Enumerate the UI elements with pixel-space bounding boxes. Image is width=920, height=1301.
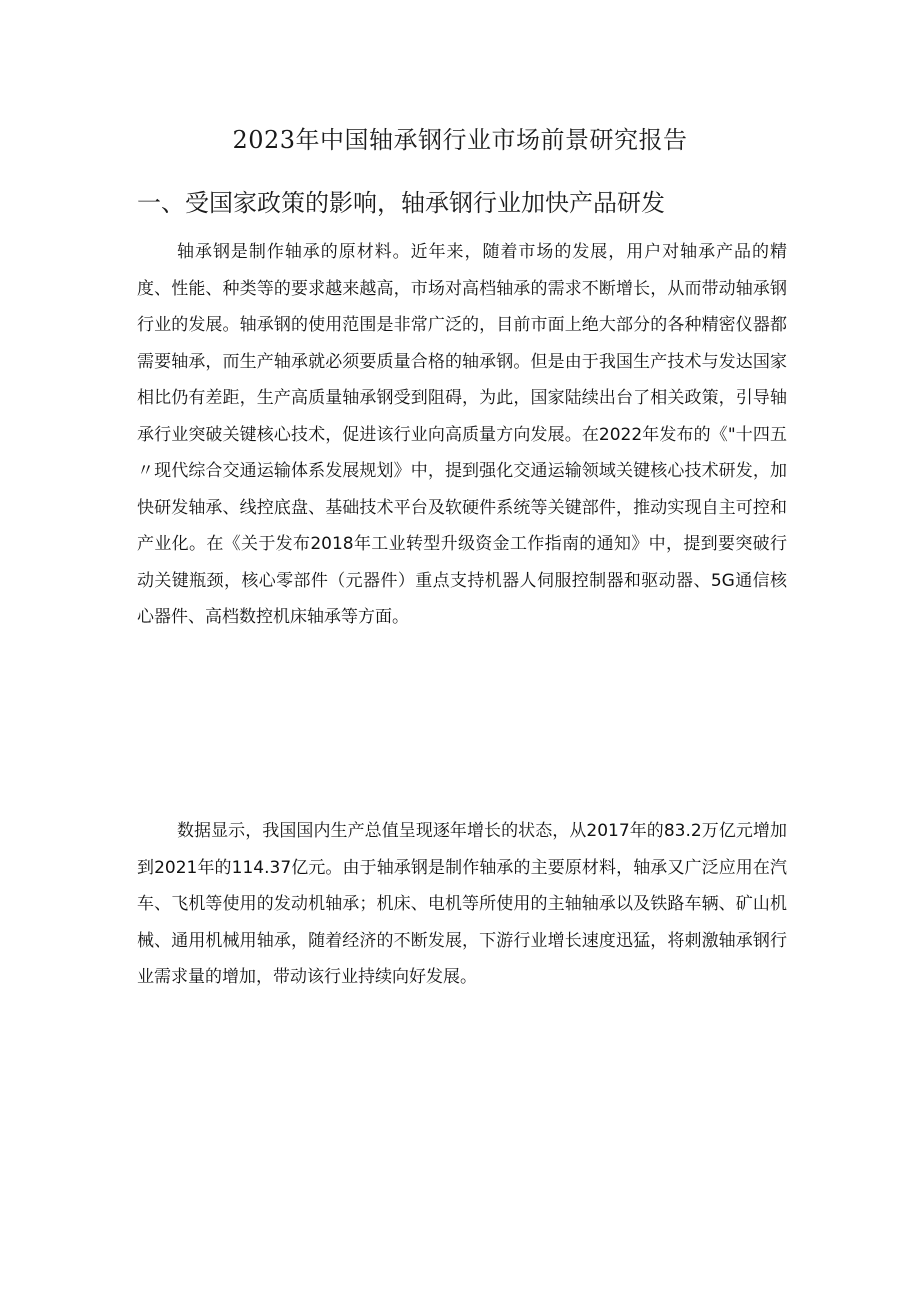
body-paragraph-2: 数据显示，我国国内生产总值呈现逐年增长的状态，从2017年的83.2万亿元增加到2021年的114.37亿元。由于轴承钢是制作轴承的主要原材料，轴承又广泛应用在汽车、飞机等使用的发动机轴承；机床、电机等所使用的主轴轴承以及铁路车辆、矿山机械、通用机械用轴承，随着经济的不断发展，下游行业增长速度迅猛，将刺激轴承钢行业需求量的增加，带动该行业持续向好发展。 bbox=[137, 821, 787, 987]
body-paragraph-1: 轴承钢是制作轴承的原材料。近年来，随着市场的发展，用户对轴承产品的精度、性能、种类等的要求越来越高，市场对高档轴承的需求不断增长，从而带动轴承钢行业的发展。轴承钢的使用范围是非常广泛的，目前市面上绝大部分的各种精密仪器都需要轴承，而生产轴承就必须要质量合格的轴承钢。但是由于我国生产技术与发达国家相比仍有差距，生产高质量轴承钢受到阻碍，为此，国家陆续出台了相关政策，引导轴承行业突破关键核心技术，促进该行业向高质量方向发展。在2022年发布的《"十四五〃现代综合交通运输体系发展规划》中，提到强化交通运输领域关键核心技术研发，加快研发轴承、线控底盘、基础技术平台及软硬件系统等关键部件，推动实现自主可控和产业化。在《关于发布2018年工业转型升级资金工作指南的通知》中，提到要突破行动关键瓶颈，核心零部件（元器件）重点支持机器人伺服控制器和驱动器、5G通信核心器件、高档数控机床轴承等方面。 bbox=[137, 242, 787, 627]
section-heading: 一、受国家政策的影响，轴承钢行业加快产品研发 bbox=[137, 189, 665, 217]
document-title: 2023年中国轴承钢行业市场前景研究报告 bbox=[232, 126, 688, 154]
